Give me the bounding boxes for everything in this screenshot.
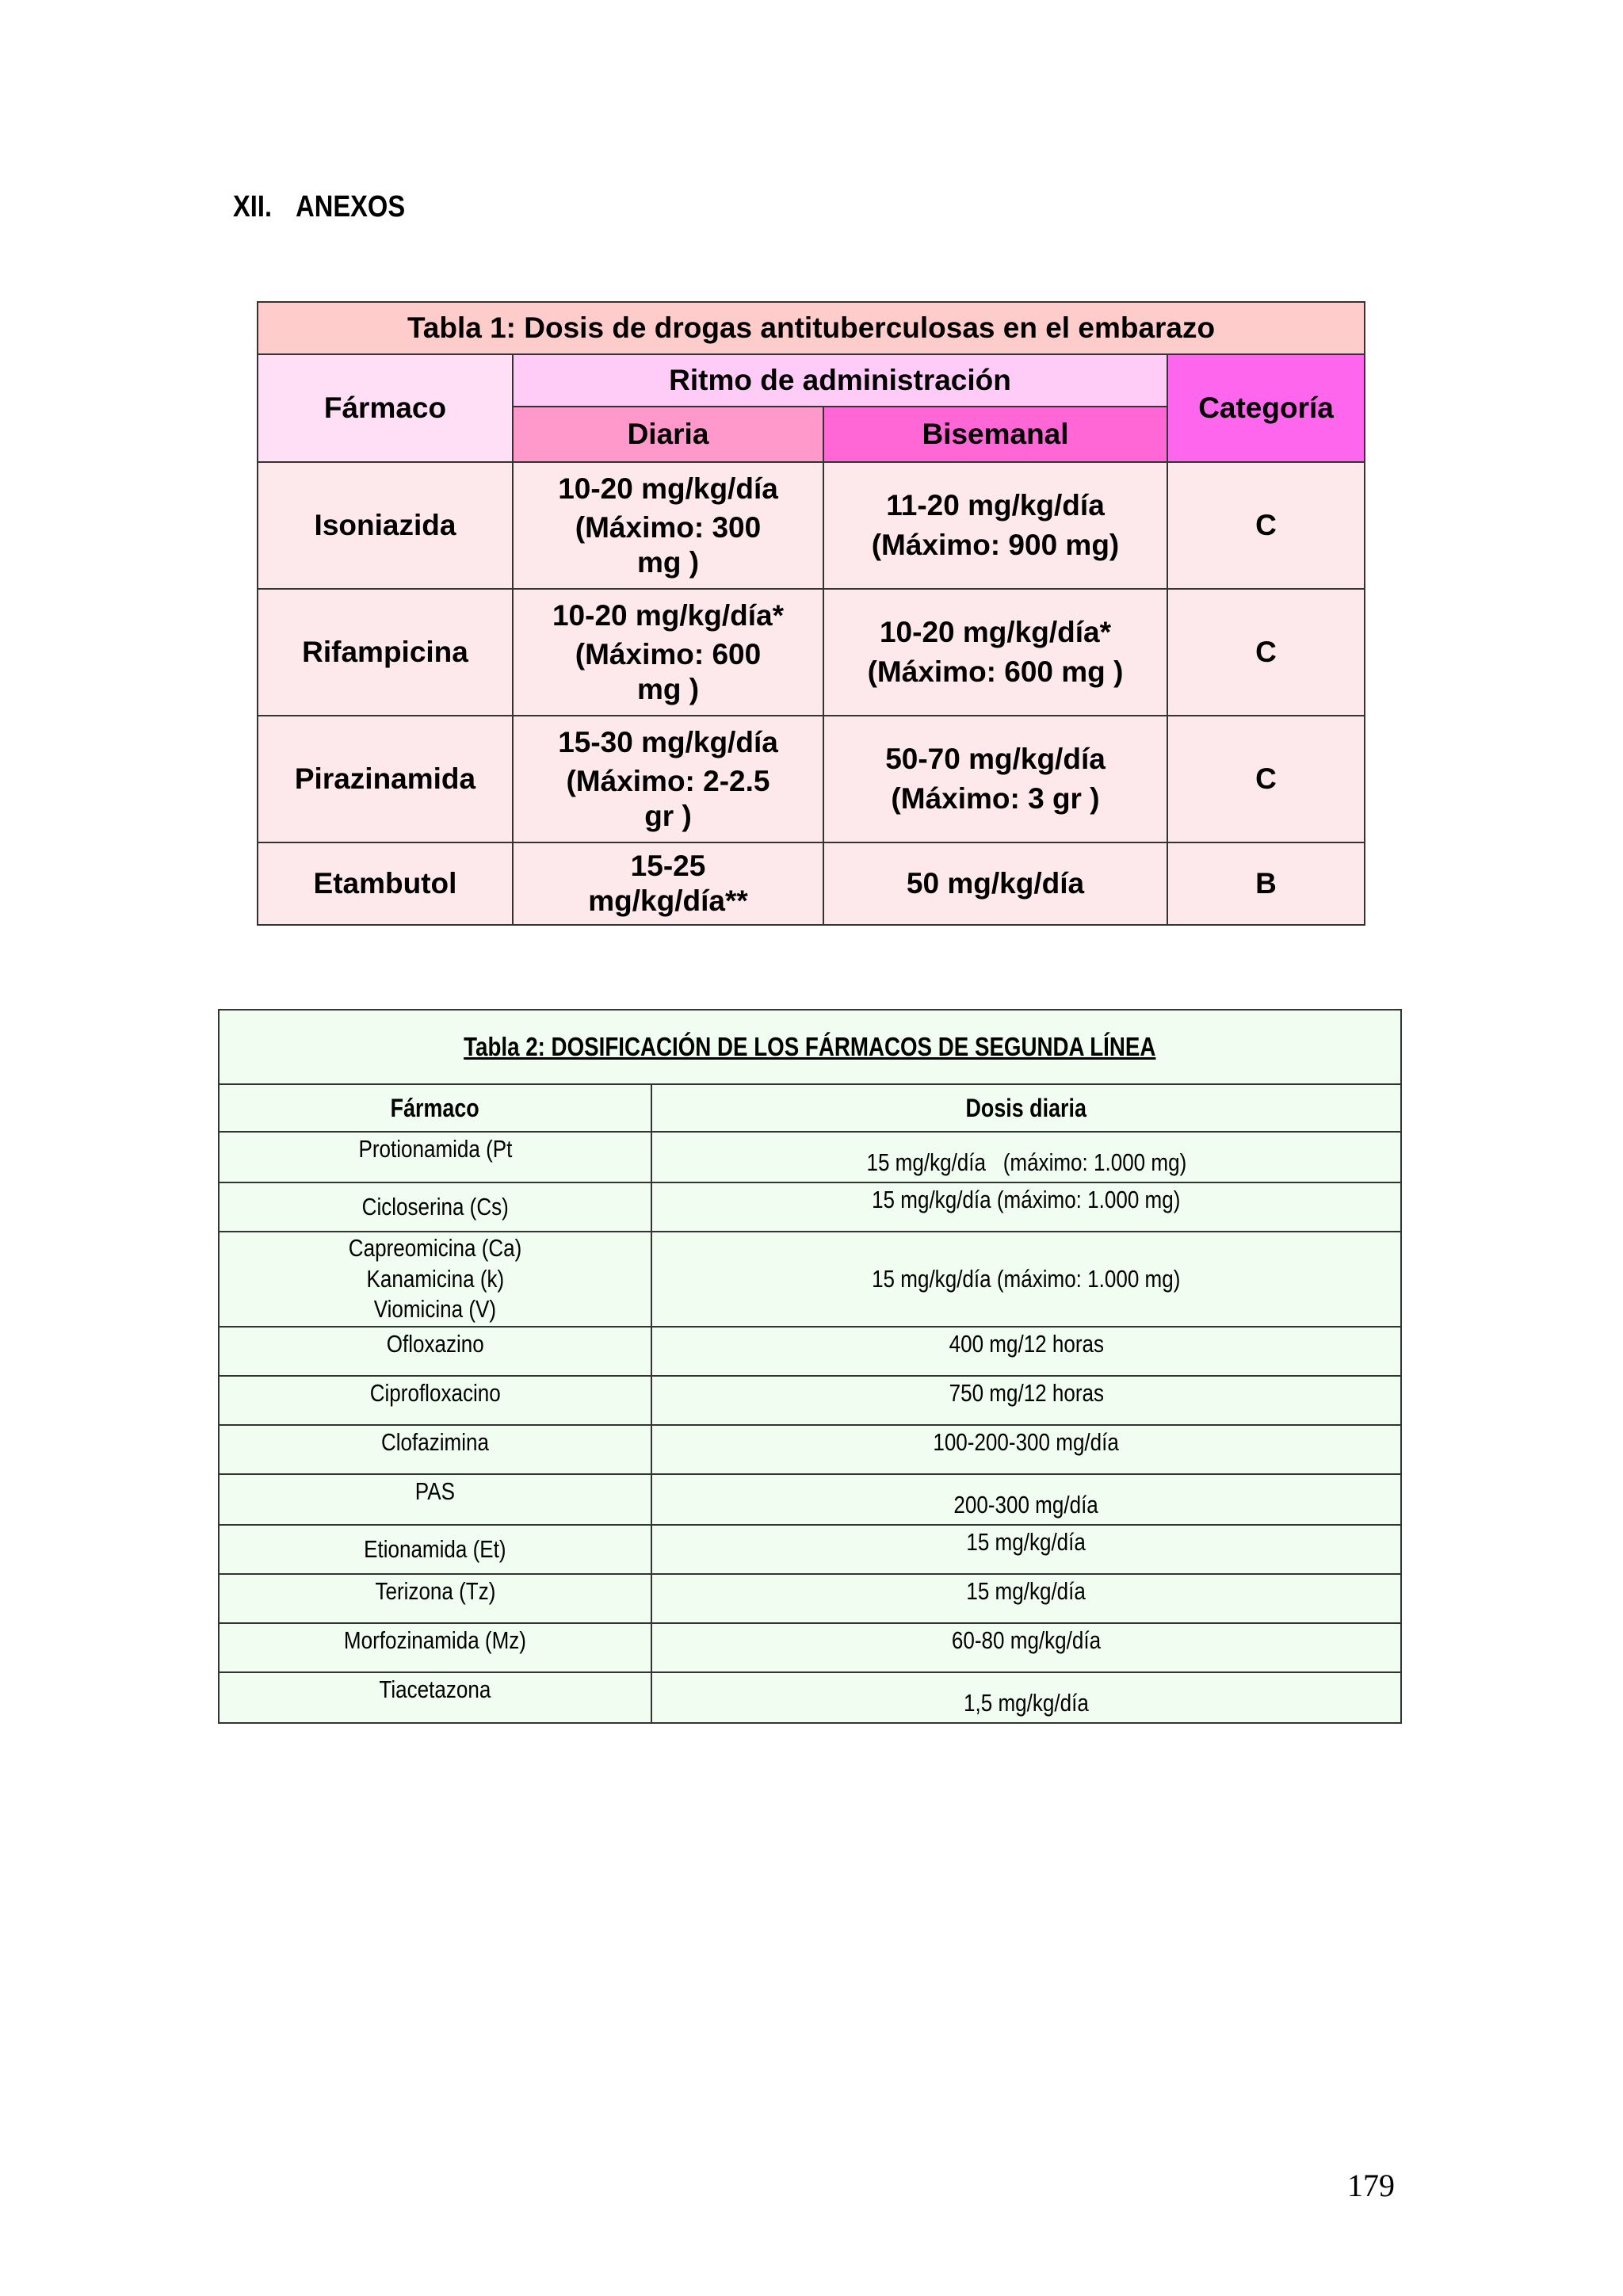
biweekly-dose [823, 716, 1167, 842]
daily-dose-line: (Máximo: 300 [575, 511, 762, 544]
table-row [258, 716, 1365, 842]
drug-name: Ofloxazino [386, 1330, 484, 1358]
dose: 15 mg/kg/día [966, 1528, 1086, 1556]
drug-name-cell [219, 1474, 651, 1525]
table-2-title: Tabla 2: DOSIFICACIÓN DE LOS FÁRMACOS DE SEGUNDA LÍNEA [464, 1032, 1156, 1062]
drug-name: Viomicina (V) [373, 1295, 497, 1324]
drug-name: Etionamida (Et) [364, 1534, 506, 1563]
drug-name-cell [219, 1376, 651, 1425]
drug-name: Kanamicina (k) [366, 1264, 504, 1293]
daily-dose-line: (Máximo: 600 [575, 638, 762, 671]
header-farmaco: Fármaco [258, 354, 513, 462]
header-categoria: Categoría [1167, 354, 1365, 462]
dose: 750 mg/12 horas [949, 1379, 1104, 1407]
drug-name: Etambutol [258, 842, 513, 925]
drug-name: Cicloserina (Cs) [361, 1192, 509, 1221]
table-1-header-row [258, 354, 1365, 407]
header-farmaco: Fármaco [390, 1094, 480, 1122]
daily-dose [513, 462, 823, 589]
biweekly-dose-line: 10-20 mg/kg/día* [879, 616, 1111, 649]
table-1-pregnancy-doses [257, 301, 1365, 926]
category: C [1167, 462, 1365, 589]
dose-cell [651, 1132, 1401, 1182]
daily-dose-line: mg ) [636, 672, 700, 705]
dose: 15 mg/kg/día (máximo: 1.000 mg) [866, 1148, 1186, 1177]
header-diaria: Diaria [513, 407, 823, 462]
drug-name-cell [219, 1574, 651, 1623]
table-row [219, 1474, 1401, 1525]
table-row [219, 1525, 1401, 1574]
daily-dose-line: mg ) [636, 545, 700, 579]
dose-cell [651, 1525, 1401, 1574]
table-row [258, 842, 1365, 925]
drug-name: Clofazimina [380, 1428, 490, 1456]
dose-cell [651, 1327, 1401, 1376]
section-heading [233, 190, 405, 224]
drug-name: Pirazinamida [258, 716, 513, 842]
dose: 15 mg/kg/día [966, 1577, 1086, 1605]
daily-dose-line: 15-25 [630, 850, 706, 883]
dose: 15 mg/kg/día (máximo: 1.000 mg) [872, 1264, 1181, 1293]
drug-name-cell [219, 1623, 651, 1672]
table-row [258, 589, 1365, 716]
table-row [219, 1376, 1401, 1425]
drug-name-cell [219, 1232, 651, 1327]
biweekly-dose-line: (Máximo: 900 mg) [871, 529, 1120, 561]
daily-dose-line: gr ) [644, 799, 692, 832]
drug-name-cell [219, 1525, 651, 1574]
drug-name: PAS [414, 1477, 456, 1505]
dose: 200-300 mg/día [953, 1491, 1099, 1519]
category: B [1167, 842, 1365, 925]
table-2-header-row [219, 1084, 1401, 1132]
category: C [1167, 716, 1365, 842]
drug-name-cell [219, 1132, 651, 1182]
daily-dose-line: mg/kg/día** [588, 884, 748, 917]
daily-dose [513, 842, 823, 925]
table-2-title-row [219, 1010, 1401, 1084]
table-row [219, 1132, 1401, 1182]
drug-name-cell [219, 1327, 651, 1376]
category: C [1167, 589, 1365, 716]
dose: 15 mg/kg/día (máximo: 1.000 mg) [872, 1186, 1181, 1213]
biweekly-dose: 50 mg/kg/día [823, 842, 1167, 925]
table-row [219, 1425, 1401, 1474]
drug-name-cell [219, 1182, 651, 1232]
daily-dose [513, 716, 823, 842]
drug-name: Tiacetazona [379, 1675, 491, 1703]
dose-cell [651, 1425, 1401, 1474]
drug-name: Isoniazida [258, 462, 513, 589]
daily-dose-line: 10-20 mg/kg/día* [552, 598, 784, 632]
drug-name-cell [219, 1425, 651, 1474]
dose-cell [651, 1232, 1401, 1327]
header-dosis-cell [651, 1084, 1401, 1132]
dose: 100-200-300 mg/día [933, 1428, 1120, 1456]
dose-cell [651, 1182, 1401, 1232]
dose-cell [651, 1672, 1401, 1723]
drug-name: Morfozinamida (Mz) [343, 1626, 527, 1654]
biweekly-dose-line: (Máximo: 3 gr ) [891, 782, 1100, 815]
daily-dose-line: (Máximo: 2-2.5 [566, 765, 770, 798]
table-2-second-line-drugs [218, 1009, 1402, 1724]
table-1-title-row [258, 302, 1365, 354]
drug-name: Terizona (Tz) [375, 1577, 495, 1605]
biweekly-dose-line: (Máximo: 600 mg ) [867, 655, 1124, 688]
biweekly-dose [823, 589, 1167, 716]
dose-cell [651, 1574, 1401, 1623]
dose: 1,5 mg/kg/día [964, 1689, 1089, 1717]
header-bisemanal: Bisemanal [823, 407, 1167, 462]
biweekly-dose-line: 11-20 mg/kg/día [886, 489, 1105, 522]
daily-dose [513, 589, 823, 716]
daily-dose-line: 15-30 mg/kg/día [558, 725, 778, 758]
table-row [258, 462, 1365, 589]
daily-dose-line: 10-20 mg/kg/día [558, 472, 778, 505]
dose-cell [651, 1376, 1401, 1425]
page-number: 179 [1347, 2168, 1395, 2203]
drug-name: Ciprofloxacino [369, 1379, 501, 1407]
header-farmaco-cell [219, 1084, 651, 1132]
dose-cell [651, 1623, 1401, 1672]
table-row [219, 1574, 1401, 1623]
table-row [219, 1327, 1401, 1376]
drug-name: Rifampicina [258, 589, 513, 716]
table-1-title: Tabla 1: Dosis de drogas antituberculosas en el embarazo [258, 302, 1365, 354]
dose: 400 mg/12 horas [949, 1330, 1104, 1358]
biweekly-dose [823, 462, 1167, 589]
header-ritmo: Ritmo de administración [513, 354, 1167, 407]
table-row [219, 1182, 1401, 1232]
table-row [219, 1232, 1401, 1327]
drug-name: Capreomicina (Ca) [348, 1233, 522, 1262]
header-dosis: Dosis diaria [965, 1094, 1087, 1122]
dose: 60-80 mg/kg/día [951, 1626, 1102, 1654]
dose-cell [651, 1474, 1401, 1525]
drug-name-cell [219, 1672, 651, 1723]
table-2-title-cell [219, 1010, 1401, 1084]
table-row [219, 1672, 1401, 1723]
section-number: XII. [233, 190, 273, 223]
biweekly-dose-line: 50-70 mg/kg/día [885, 743, 1106, 776]
drug-name: Protionamida (Pt [358, 1135, 512, 1163]
table-row [219, 1623, 1401, 1672]
section-title: ANEXOS [296, 190, 406, 223]
